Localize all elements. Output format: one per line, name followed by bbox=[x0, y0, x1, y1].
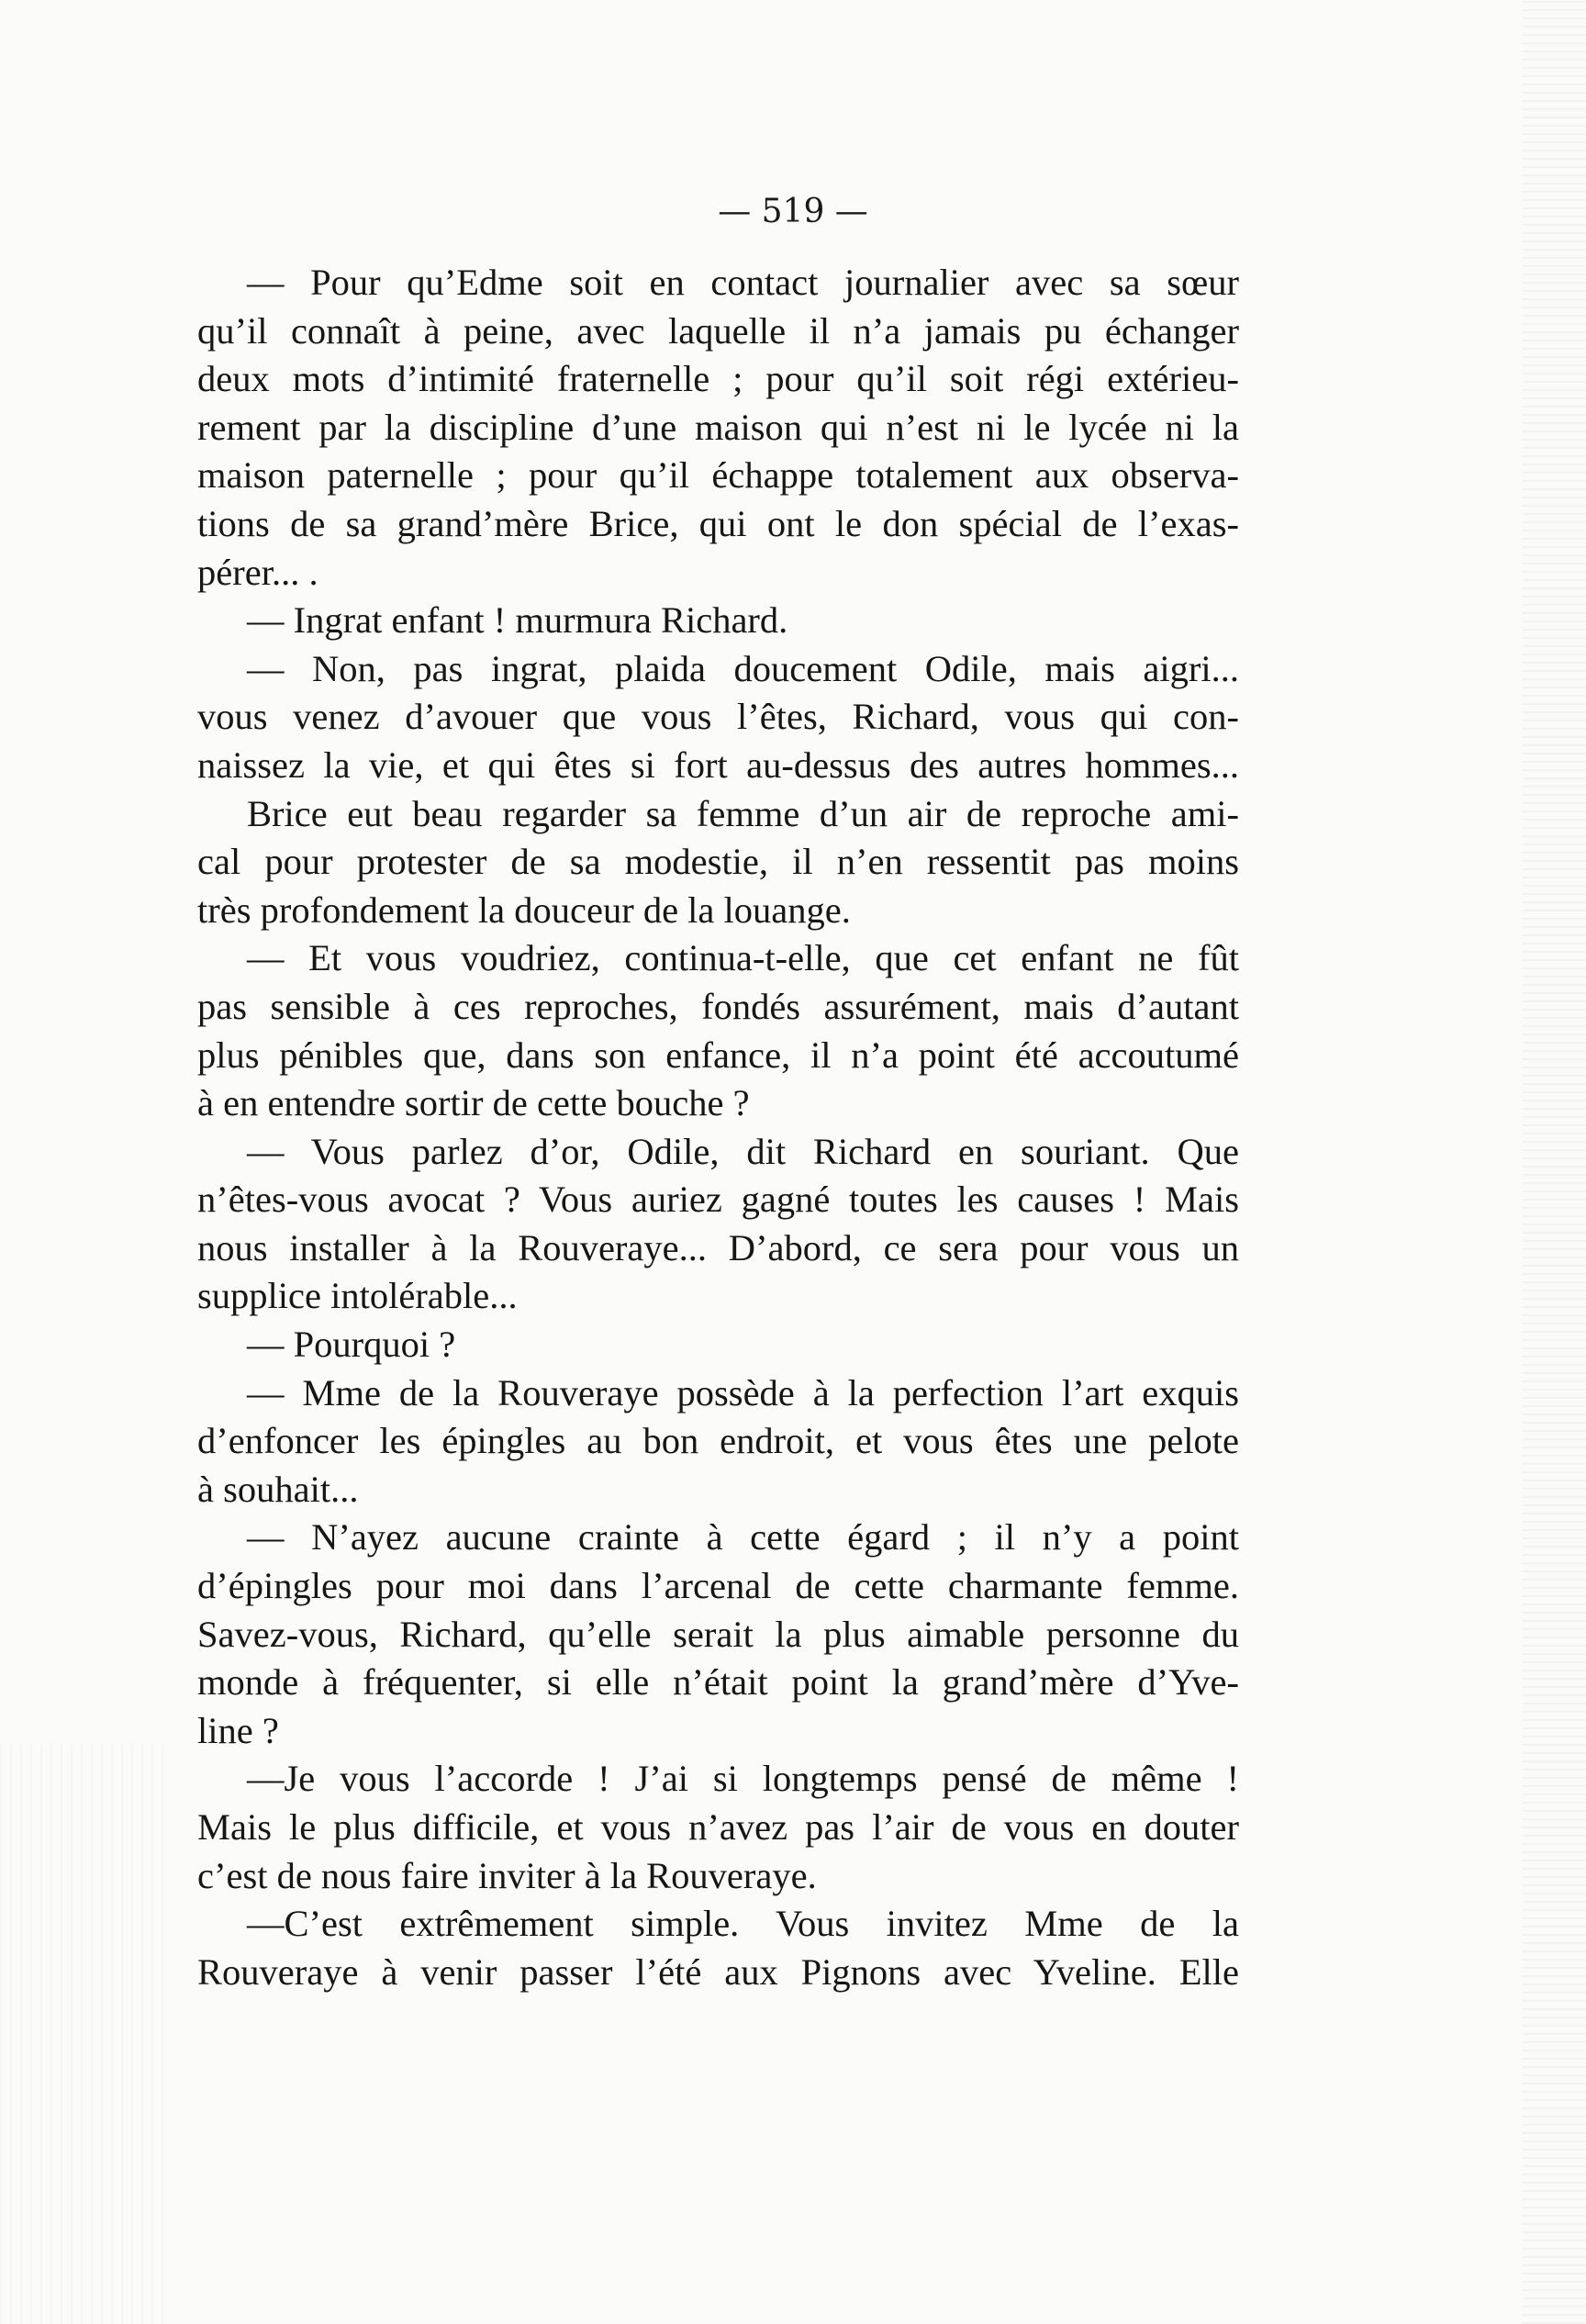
text-line: vous venez d’avouer que vous l’êtes, Richard, vous qui con- bbox=[197, 696, 1239, 738]
body-text bbox=[197, 259, 1239, 1996]
text-line: Brice eut beau regarder sa femme d’un air de reproche ami- bbox=[247, 792, 1239, 834]
text-line: pas sensible à ces reproches, fondés assurément, mais d’autant bbox=[197, 985, 1239, 1027]
text-line: rement par la discipline d’une maison qui n’est ni le lycée ni la bbox=[197, 406, 1239, 448]
text-line: — Mme de la Rouveraye possède à la perfection l’art exquis bbox=[247, 1371, 1239, 1413]
text-line: Savez-vous, Richard, qu’elle serait la plus aimable personne du bbox=[197, 1613, 1239, 1655]
scan-noise-left bbox=[0, 1744, 165, 2324]
text-line: Rouveraye à venir passer l’été aux Pignons avec Yveline. Elle bbox=[197, 1950, 1239, 1993]
text-line: Mais le plus difficile, et vous n’avez pas l’air de vous en douter bbox=[197, 1806, 1239, 1848]
text-line: — Pour qu’Edme soit en contact journalier avec sa sœur bbox=[247, 262, 1239, 303]
text-line: — Non, pas ingrat, plaida doucement Odile, mais aigri... bbox=[247, 647, 1239, 689]
text-line: — Et vous voudriez, continua-t-elle, que cet enfant ne fût bbox=[247, 937, 1239, 979]
text-line: tions de sa grand’mère Brice, qui ont le don spécial de l’exas- bbox=[197, 502, 1239, 544]
text-line: c’est de nous faire inviter à la Rouveraye. bbox=[197, 1854, 817, 1896]
text-line: nous installer à la Rouveraye... D’abord, ce sera pour vous un bbox=[197, 1226, 1239, 1268]
text-line: cal pour protester de sa modestie, il n’en ressentit pas moins bbox=[197, 841, 1239, 883]
text-line: —C’est extrêmement simple. Vous invitez Mme de la bbox=[247, 1903, 1239, 1945]
page-number: — 519 — bbox=[718, 193, 868, 230]
text-line: pérer... . bbox=[197, 551, 318, 593]
text-line: — Ingrat enfant ! murmura Richard. bbox=[247, 599, 788, 642]
scan-noise-right bbox=[1522, 0, 1586, 2324]
text-line: plus pénibles que, dans son enfance, il n’a point été accoutumé bbox=[197, 1034, 1239, 1076]
text-line: d’épingles pour moi dans l’arcenal de cette charmante femme. bbox=[197, 1565, 1239, 1607]
text-line: très profondement la douceur de la louange. bbox=[197, 888, 851, 931]
text-line: monde à fréquenter, si elle n’était point la grand’mère d’Yve- bbox=[197, 1661, 1239, 1704]
text-line: — N’ayez aucune crainte à cette égard ; il n’y a point bbox=[247, 1516, 1239, 1559]
text-line: qu’il connaît à peine, avec laquelle il n’a jamais pu échanger bbox=[197, 309, 1239, 352]
text-line: — Pourquoi ? bbox=[247, 1324, 456, 1366]
text-line: deux mots d’intimité fraternelle ; pour qu’il soit régi extérieu- bbox=[197, 358, 1239, 400]
text-line: — Vous parlez d’or, Odile, dit Richard en souriant. Que bbox=[247, 1130, 1239, 1172]
text-line: d’enfoncer les épingles au bon endroit, et vous êtes une pelote bbox=[197, 1420, 1239, 1462]
text-line: line ? bbox=[197, 1709, 279, 1751]
text-line: maison paternelle ; pour qu’il échappe totalement aux observa- bbox=[197, 454, 1239, 497]
text-line: naissez la vie, et qui êtes si fort au-dessus des autres hommes... bbox=[197, 743, 1239, 786]
text-line: n’êtes-vous avocat ? Vous auriez gagné toutes les causes ! Mais bbox=[197, 1179, 1239, 1221]
text-line: —Je vous l’accorde ! J’ai si longtemps pensé de même ! bbox=[247, 1758, 1239, 1800]
text-line: à souhait... bbox=[197, 1468, 359, 1510]
text-line: à en entendre sortir de cette bouche ? bbox=[197, 1082, 750, 1124]
text-line: supplice intolérable... bbox=[197, 1275, 518, 1317]
